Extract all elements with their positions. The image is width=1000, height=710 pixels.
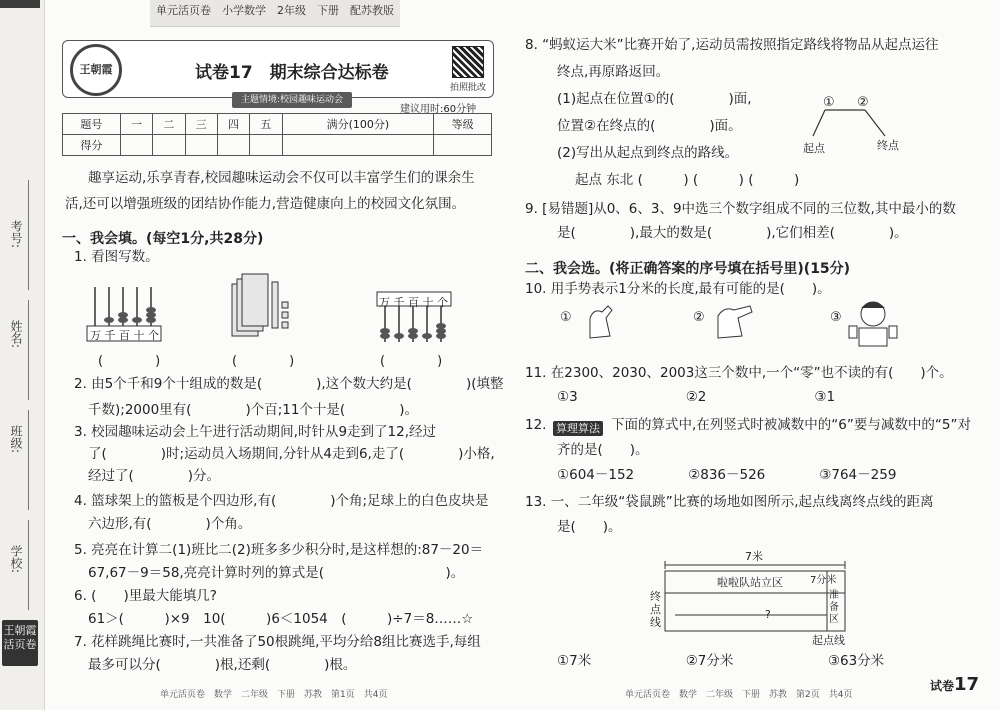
q7-line-1: 7. 花样跳绳比赛时,一共准备了50根跳绳,平均分给8组比赛选手,每组 (74, 634, 481, 650)
q2-line-2: 千数);2000里有( )个百;11个十是( )。 (88, 402, 418, 418)
q8-line-4: 位置②在终点的( )面。 (557, 118, 742, 134)
q8-line-1: 8. “蚂蚁运大米”比赛开始了,运动员需按照指定路线将物品从起点运往 (525, 37, 939, 53)
q9-line-1: 9. [易错题]从0、6、3、9中选三个数字组成不同的三位数,其中最小的数 (525, 201, 956, 217)
section-2-title: 二、我会选。(将正确答案的序号填在括号里)(15分) (525, 261, 851, 277)
side-field-name: 姓名: (9, 320, 23, 349)
q7-line-2: 最多可以分( )根,还剩( )根。 (88, 657, 357, 673)
abacus-2-labels: 万 千 百 十 个 (379, 296, 448, 309)
hand-gesture-1-icon (580, 302, 620, 342)
q2-line-1: 2. 由5个千和9个十组成的数是( ),这个数大约是( )(填整 (74, 376, 504, 392)
answer-blank-3: ( ) (380, 354, 443, 369)
q10-option-3: ③ (830, 310, 842, 325)
place-value-blocks (228, 272, 298, 342)
q8-line-5: (2)写出从起点到终点的路线。 (557, 145, 739, 161)
footer-right: 单元活页卷 数学 二年级 下册 苏教 第2页 共4页 (625, 690, 853, 700)
q6-line-2: 61＞( )×9 10( )6＜1054 ( )÷7＝8……☆ (88, 611, 474, 627)
q11-line-1: 11. 在2300、2030、2003这三个数中,一个“零”也不读的有( )个。 (525, 365, 953, 381)
q5-line-1: 5. 亮亮在计算二(1)班比二(2)班多多少积分时,是这样想的:87－20＝ (74, 542, 484, 558)
q12-options: ①604－152 ②836－526 ③764－259 (557, 467, 897, 483)
intro-line-2: 活,还可以增强班级的团结协作能力,营造健康向上的校园文化氛围。 (65, 196, 466, 212)
side-field-class: 班级: (9, 425, 23, 454)
q10-option-1: ① (560, 310, 572, 325)
distance-top: 7米 (745, 550, 763, 563)
page-title: 试卷17 期末综合达标卷 (195, 63, 389, 83)
start-line-label: 起点线 (812, 634, 845, 647)
q6-line-1: 6. ( )里最大能填几? (74, 588, 217, 604)
brand-tag: 王朝霞 活页卷 (2, 620, 38, 666)
footer-left: 单元活页卷 数学 二年级 下册 苏教 第1页 共4页 (160, 690, 388, 700)
cheer-area: 啦啦队站立区 (717, 576, 783, 589)
paper-number: 试卷17 (930, 674, 980, 695)
answer-blank-2: ( ) (232, 354, 295, 369)
width-label: 7分米 (810, 575, 837, 586)
q3-line-1: 3. 校园趣味运动会上午进行活动期间,时针从9走到了12,经过 (74, 424, 437, 440)
q13-line-1: 13. 一、二年级“袋鼠跳”比赛的场地如图所示,起点线离终点线的距离 (525, 494, 934, 510)
q3-line-3: 经过了( )分。 (88, 468, 221, 484)
q8-line-6: 起点 东北 ( ) ( ) ( ) (575, 172, 800, 188)
q10: 10. 用手势表示1分米的长度,最有可能的是( )。 (525, 281, 831, 297)
q12-badge: 算理算法 (553, 418, 603, 437)
q3-line-2: 了( )时;运动员入场期间,分针从4走到6,走了( )小格, (88, 446, 495, 462)
theme-badge: 主题情境:校园趣味运动会 (232, 92, 352, 108)
q1: 1. 看图写数。 (74, 249, 159, 265)
header-band: 单元活页卷 小学数学 2年级 下册 配苏教版 (150, 0, 400, 27)
start-label: 起点 (803, 142, 825, 155)
q4-line-1: 4. 篮球架上的篮板是个四边形,有( )个角;足球上的白色皮块是 (74, 493, 489, 509)
side-field-id: 考号: (9, 220, 23, 249)
time-note: 建议用时:60分钟 (400, 104, 477, 115)
prep-area-label: 准备区 (829, 590, 839, 625)
child-gesture-icon (845, 298, 901, 350)
q9-line-2: 是( ),最大的数是( ),它们相差( )。 (557, 225, 908, 241)
q12-number: 12. (525, 417, 547, 433)
hand-gesture-2-icon (710, 302, 760, 342)
q12-line-2: 齐的是( )。 (557, 442, 649, 458)
q13-options: ①7米 ②7分米 ③63分米 (557, 653, 885, 669)
abacus-1-labels: 万 千 百 十 个 (90, 329, 159, 342)
binding-spine (0, 0, 45, 710)
qr-code-icon (452, 46, 484, 78)
q11-options: ①3 ②2 ③1 (557, 389, 836, 405)
logo: 王朝霞 (70, 44, 122, 96)
q8-line-3: (1)起点在位置①的( )面, (557, 91, 752, 107)
end-label: 终点 (877, 139, 899, 152)
side-field-school: 学校: (9, 545, 23, 574)
point-1: ① (823, 95, 835, 110)
qr-label: 拍照批改 (450, 83, 487, 93)
finish-line-label: 终点线 (650, 590, 661, 629)
q13-line-2: 是( )。 (557, 519, 622, 535)
q10-option-2: ② (693, 310, 705, 325)
q12-line-1: 下面的算式中,在列竖式时被减数中的“6”要与减数中的“5”对 (611, 417, 971, 433)
section-1-title: 一、我会填。(每空1分,共28分) (62, 231, 264, 247)
score-table: 题号 一 二 三 四 五 满分(100分) 等级 得分 (62, 113, 492, 156)
q4-line-2: 六边形,有( )个角。 (88, 516, 252, 532)
right-page (505, 0, 1000, 710)
unknown-distance: ? (765, 608, 771, 621)
intro-line-1: 趣享运动,乐享青春,校园趣味运动会不仅可以丰富学生们的课余生 (88, 170, 475, 186)
q5-line-2: 67,67－9＝58,亮亮计算时列的算式是( )。 (88, 565, 465, 581)
q8-line-2: 终点,再原路返回。 (557, 64, 670, 80)
answer-blank-1: ( ) (98, 354, 161, 369)
point-2: ② (857, 95, 869, 110)
